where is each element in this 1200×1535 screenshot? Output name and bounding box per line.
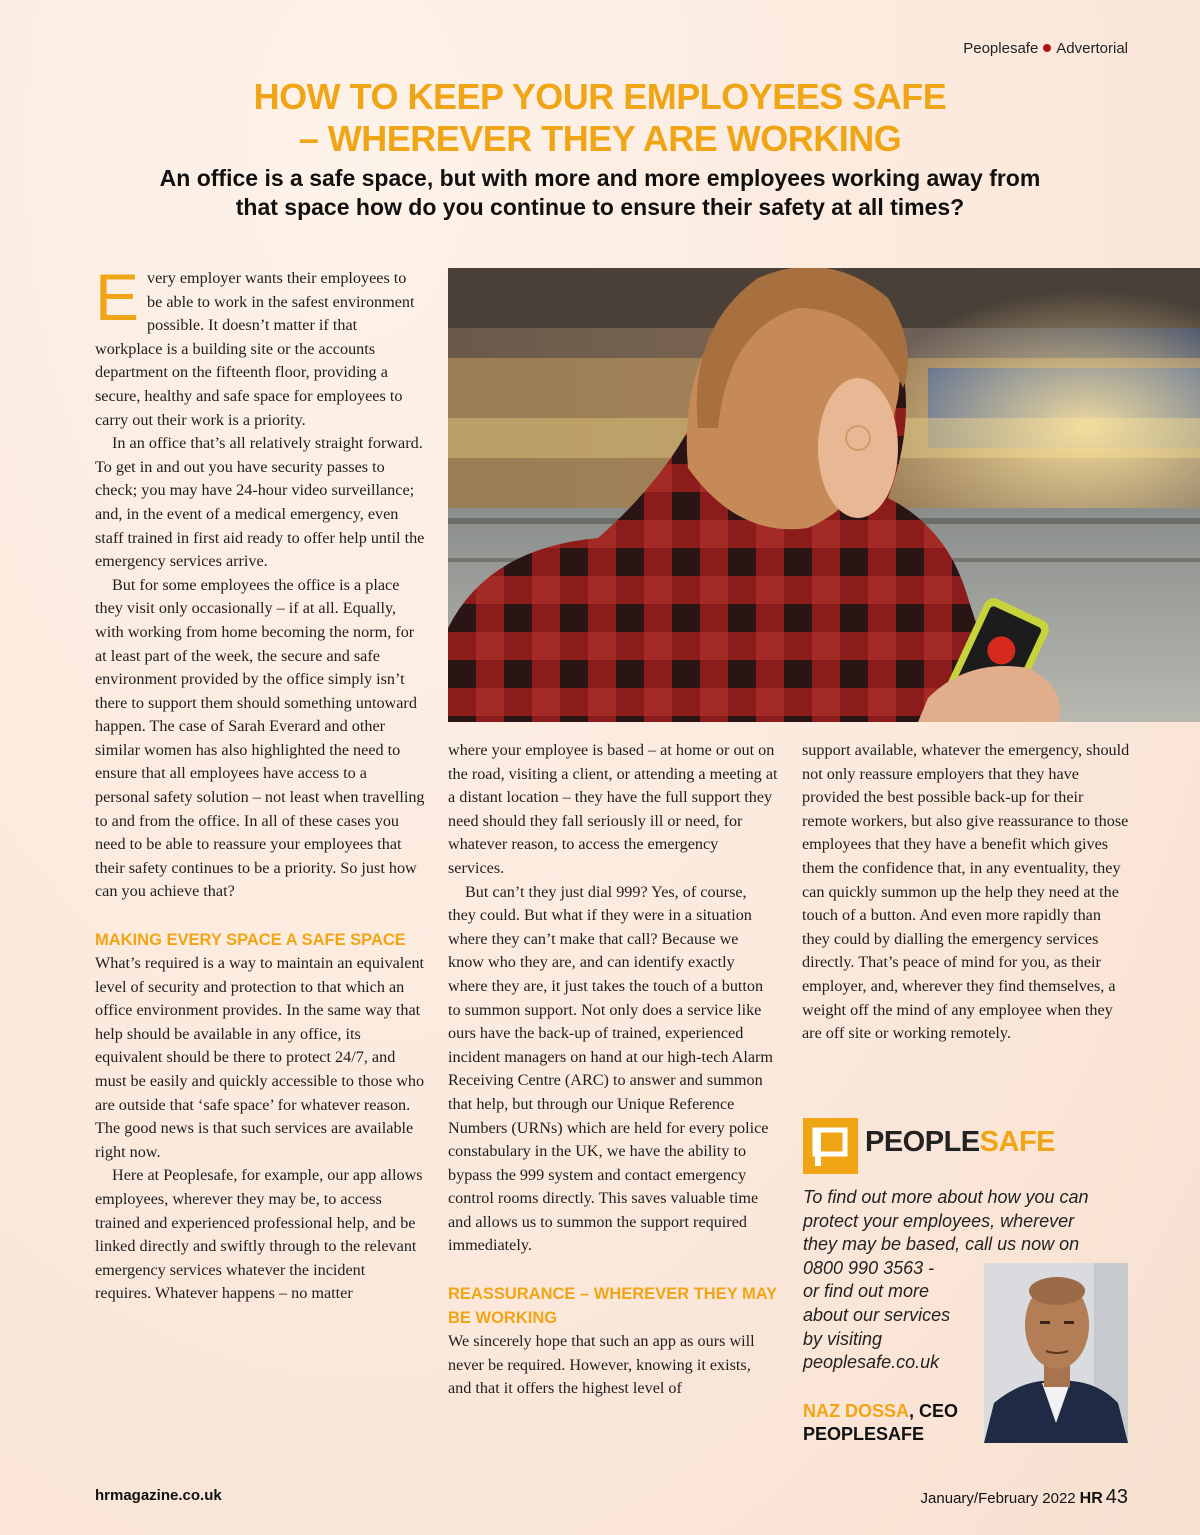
woman-with-phone-photo	[448, 268, 1200, 722]
footer-website[interactable]: hrmagazine.co.uk	[95, 1487, 222, 1504]
issue-date: January/February 2022	[920, 1490, 1076, 1507]
header-section: Advertorial	[1056, 40, 1128, 57]
paragraph-9: support available, whatever the emergency, should not only reassure employers that they have provided the best possible back-up for their remote workers, but also give reassurance to those employees that they have a benefit which gives them the confidence that, in any eventuality, they can quickly summon up the help they need at the touch of a button. And even more rapidly than they could by dialling the emergency services directly. That’s peace of mind for you, as their employer, and, wherever they find themselves, a weight off the mind of any employee when they are off site or working remotely.	[802, 741, 1130, 1043]
standfirst-line-1: An office is a safe space, but with more and more employees working away from	[159, 165, 1041, 191]
standfirst	[60, 164, 1140, 222]
paragraph-1	[95, 260, 425, 432]
byline	[803, 1400, 958, 1446]
paragraph-1-text: very employer wants their employees to be able to work in the safest environment possible. It doesn’t matter if that workplace is a building site or the accounts department on the fifteenth floor, providing a secure, healthy and safe space for employees to carry out their work is a priority.	[95, 269, 415, 429]
photo-illustration	[448, 268, 1200, 722]
footer-folio	[921, 1486, 1128, 1509]
paragraph-4: What’s required is a way to maintain an equivalent level of security and protection to that which an office environment provides. In the same way that help should be available in any office, its equivalent should be there to protect 24/7, and must be easily and quickly accessible to those who are outside that ‘safe space’ for whatever reason. The good news is that such services are available right now.	[95, 954, 425, 1161]
paragraph-3: But for some employees the office is a place they visit only occasionally – if at all. Equally, with working from home becoming the norm, for at least part of the week, the secure and safe environment provided by the office simply isn’t there to support them should something untoward happen. The case of Sarah Everard and other similar women has also highlighted the need to ensure that all employees have access to a personal safety solution – not least when travelling to and from the office. In all of these cases you need to be able to reassure your employees that their safety continues to be a priority. So just how can you achieve that?	[95, 575, 425, 901]
author-company: PEOPLESAFE	[803, 1424, 925, 1444]
subhead-safe-space: MAKING EVERY SPACE A SAFE SPACE	[95, 931, 406, 950]
column-3	[802, 739, 1132, 1046]
paragraph-2: In an office that’s all relatively straight forward. To get in and out you have security passes to check; you may have 24-hour video surveillance; and, in the event of a medical emergency, even staff trained in first aid ready to offer help until the emergency services arrive.	[95, 434, 425, 571]
page-number: 43	[1105, 1486, 1128, 1508]
drop-cap: E	[95, 260, 140, 334]
headline-line-1: HOW TO KEEP YOUR EMPLOYEES SAFE	[253, 76, 947, 117]
headline	[0, 76, 1200, 160]
header-brand: Peoplesafe	[963, 40, 1039, 57]
paragraph-7: But can’t they just dial 999? Yes, of course, they could. But what if they were in a situation where they can’t make that call? Because we know who they are, and can identify exactly where they are, it just takes the touch of a button to summon support. Not only does a service like ours have the back-up of trained, experienced incident managers on hand at our high-tech Alarm Receiving Centre (ARC) to answer and summon that help, but through our Unique Reference Numbers (URNs) which are held for every police constabulary in the UK, we have the ability to bypass the 999 system and contact emergency control rooms directly. This saves valuable time and allows us to summon the support required immediately.	[448, 882, 773, 1255]
headline-line-2: – WHEREVER THEY ARE WORKING	[298, 118, 902, 159]
call-to-action: To find out more about how you can protect your employees, wherever they may be based, call us now on 0800 990 3563 - or find out more about our services by visiting peoplesafe.co.uk	[803, 1186, 1133, 1375]
author-name: NAZ DOSSA	[803, 1401, 910, 1421]
ceo-portrait-photo	[984, 1263, 1128, 1443]
subhead-reassurance: REASSURANCE – WHEREVER THEY MAY BE WORKING	[448, 1285, 777, 1328]
website-link[interactable]: peoplesafe.co.uk	[803, 1352, 940, 1373]
logo-wordmark: PEOPLESAFE	[865, 1126, 1055, 1158]
author-title: , CEO	[909, 1401, 959, 1421]
magazine-name: HR	[1079, 1490, 1103, 1507]
logo-mark-icon	[803, 1118, 858, 1174]
paragraph-6: where your employee is based – at home or out on the road, visiting a client, or attending a meeting at a distant location – they have the full support they need should they fall seriously ill or need, for whatever reason, to access the emergency services.	[448, 741, 778, 877]
column-1	[95, 260, 425, 1306]
column-2	[448, 739, 778, 1401]
paragraph-8: We sincerely hope that such an app as ours will never be required. However, knowing it exists, and that it offers the highest level of	[448, 1332, 755, 1398]
peoplesafe-logo	[803, 1118, 1063, 1176]
phone-number: 0800 990 3563 -	[803, 1257, 935, 1278]
running-header	[963, 40, 1128, 57]
standfirst-line-2: that space how do you continue to ensure their safety at all times?	[235, 194, 965, 220]
bullet-icon	[1043, 44, 1051, 52]
paragraph-5: Here at Peoplesafe, for example, our app allows employees, wherever they may be, to access trained and experienced professional help, and be linked directly and swiftly through to the relevant emergency services whatever the incident requires. Whatever happens – no matter	[95, 1166, 423, 1303]
